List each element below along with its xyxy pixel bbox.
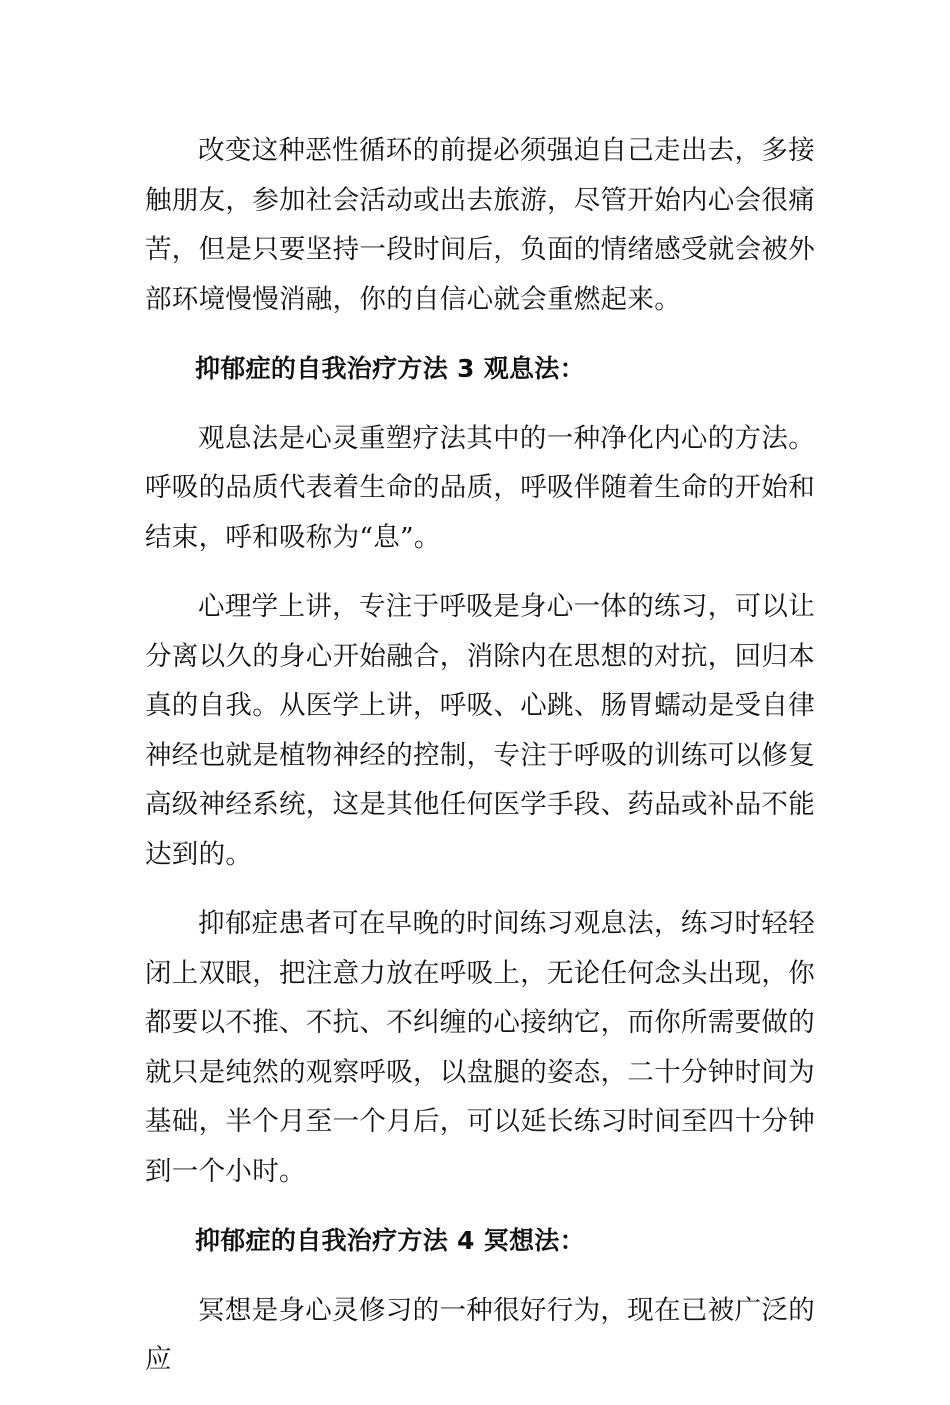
paragraph-practice-instructions: 抑郁症患者可在早晚的时间练习观息法，练习时轻轻闭上双眼，把注意力放在呼吸上，无论任何念头出现，你都要以不推、不抗、不纠缠的心接纳它，而你所需要做的就只是纯然的观察呼吸，以盘腿的姿态，二十分钟时间为基础，半个月至一个月后，可以延长练习时间至四十分钟到一个小时。 (145, 908, 815, 1187)
section-heading-method-3: 抑郁症的自我治疗方法 3 观息法： (195, 354, 585, 383)
paragraph-psychology-medicine: 心理学上讲，专注于呼吸是身心一体的练习，可以让分离以久的身心开始融合，消除内在思想的对抗，回归本真的自我。从医学上讲，呼吸、心跳、肠胃蠕动是受自律神经也就是植物神经的控制，专注于呼吸的训练可以修复高级神经系统，这是其他任何医学手段、药品或补品不能达到的。 (145, 591, 815, 870)
document-body (145, 126, 815, 1405)
section-heading-method-4: 抑郁症的自我治疗方法 4 冥想法： (195, 1226, 585, 1255)
paragraph-breath-observation-intro: 观息法是心灵重塑疗法其中的一种净化内心的方法。呼吸的品质代表着生命的品质，呼吸伴随着生命的开始和结束，呼和吸称为“息”。 (145, 422, 815, 553)
paragraph-break-cycle: 改变这种恶性循环的前提必须强迫自己走出去，多接触朋友，参加社会活动或出去旅游，尽管开始内心会很痛苦，但是只要坚持一段时间后，负面的情绪感受就会被外部环境慢慢消融，你的自信心就会重燃起来。 (145, 135, 815, 315)
paragraph-meditation-intro: 冥想是身心灵修习的一种很好行为，现在已被广泛的应 (145, 1294, 815, 1375)
